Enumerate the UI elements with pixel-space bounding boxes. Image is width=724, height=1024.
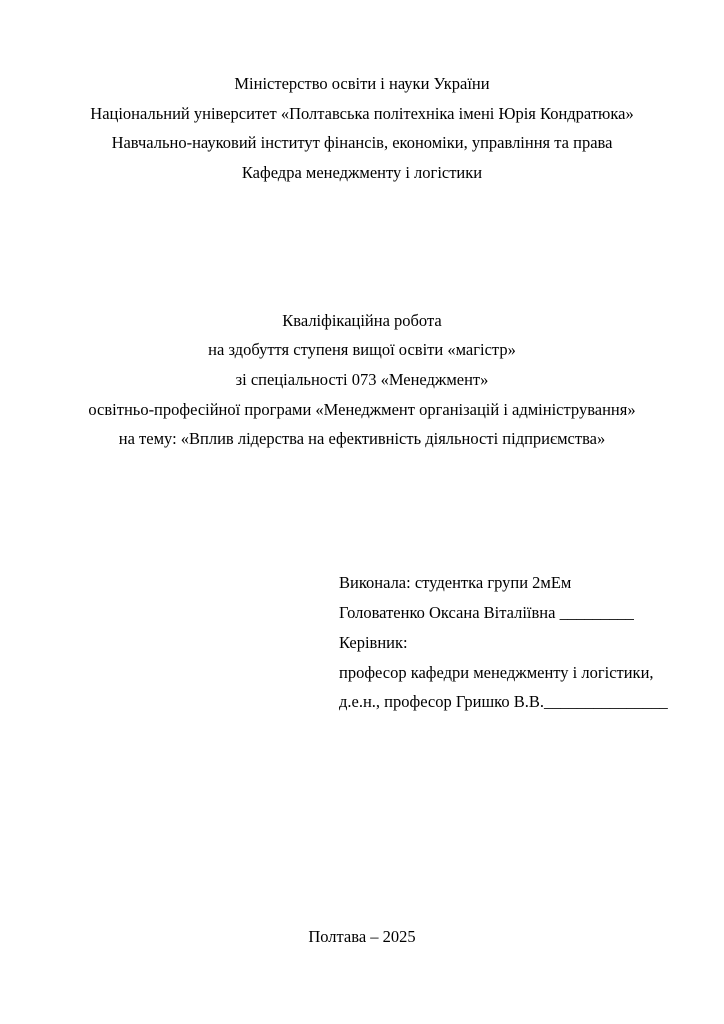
specialty-line: зі спеціальності 073 «Менеджмент» — [235, 370, 489, 389]
program-line: освітньо-професійної програми «Менеджмент організацій і адміністрування» — [88, 400, 636, 419]
ministry-line: Міністерство освіти і науки України — [234, 74, 490, 93]
topic-line: на тему: «Вплив лідерства на ефективність діяльності підприємства» — [118, 429, 606, 448]
department-line: Кафедра менеджменту і логістики — [241, 163, 483, 182]
university-line: Національний університет «Полтавська політехніка імені Юрія Кондратюка» — [90, 104, 634, 123]
supervisor-name-line: д.е.н., професор Гришко В.В._______________ — [339, 692, 668, 711]
supervisor-position-line: професор кафедри менеджменту і логістики, — [339, 663, 654, 682]
city-year-line: Полтава – 2025 — [308, 927, 416, 946]
work-type-line: Кваліфікаційна робота — [282, 311, 442, 330]
institute-line: Навчально-науковий інститут фінансів, економіки, управління та права — [111, 133, 613, 152]
degree-line: на здобуття ступеня вищої освіти «магістр» — [208, 340, 516, 359]
performed-by-line: Виконала: студентка групи 2мЕм — [339, 573, 572, 592]
supervisor-label: Керівник: — [339, 633, 408, 652]
student-name-line: Головатенко Оксана Віталіївна _________ — [339, 603, 634, 622]
